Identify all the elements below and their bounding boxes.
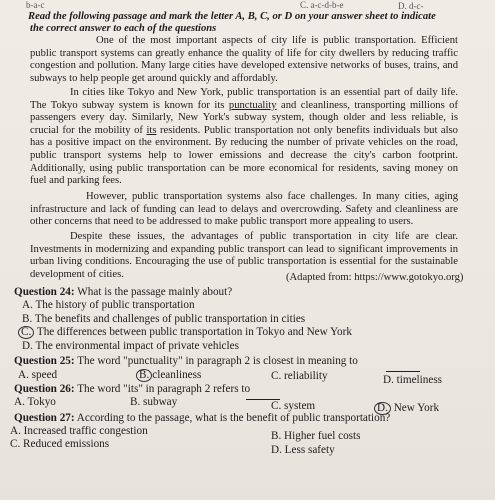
underlined-its: its bbox=[146, 124, 157, 136]
question-25-text: The word "punctuality" in paragraph 2 is closest in meaning to bbox=[74, 355, 358, 367]
question-27 bbox=[14, 412, 390, 424]
instruction-line-2: the correct answer to each of the questions bbox=[30, 23, 217, 34]
paragraph-1-text: One of the most important aspects of city life is public transportation. Efficient public transport systems can greatly enhance the quality of life for city dwellers by reducing traffic congestion and pollution. Many large cities have developed extensive networks of buses, trains, and subways to help people get around quickly and affordably. bbox=[30, 35, 458, 84]
corner-note: b-a-c bbox=[26, 0, 45, 10]
q26-option-b[interactable]: B. subway bbox=[130, 396, 178, 408]
q27-option-a[interactable]: A. Increased traffic congestion bbox=[10, 425, 148, 437]
q26-answer-blank[interactable] bbox=[246, 391, 280, 400]
q24-selected-mark: C. bbox=[18, 326, 34, 339]
q26-option-d-text: New York bbox=[390, 402, 440, 414]
q25-selected-mark: B. bbox=[136, 369, 152, 382]
q26-option-a[interactable]: A. Tokyo bbox=[14, 396, 56, 408]
question-27-text: According to the passage, what is the benefit of public transportation? bbox=[74, 412, 391, 424]
question-27-label: Question 27: bbox=[14, 412, 75, 424]
q24-option-c[interactable] bbox=[18, 326, 352, 339]
q25-option-c[interactable]: C. reliability bbox=[271, 370, 328, 382]
question-24 bbox=[14, 286, 232, 298]
question-26-text: The word "its" in paragraph 2 refers to bbox=[74, 383, 251, 395]
q25-option-b[interactable] bbox=[136, 369, 201, 382]
q25-answer-blank[interactable] bbox=[386, 363, 420, 372]
q24-option-d[interactable]: D. The environmental impact of private vehicles bbox=[22, 340, 239, 352]
passage-paragraph-2 bbox=[30, 87, 458, 188]
prior-answer-c: C. a-c-d-b-e bbox=[300, 0, 344, 10]
prior-answer-d: D. d-c- bbox=[398, 1, 424, 11]
q25-option-a[interactable]: A. speed bbox=[18, 369, 58, 381]
p2-start: In cities like Tokyo and New York, public transportation is an essential part of daily life. The Tokyo subway system is known for its bbox=[30, 87, 458, 111]
passage-paragraph-3 bbox=[30, 191, 458, 229]
paragraph-2-text bbox=[30, 87, 458, 188]
passage-source: (Adapted from: https://www.gotokyo.org) bbox=[286, 272, 464, 283]
q27-option-b[interactable]: B. Higher fuel costs bbox=[271, 430, 361, 442]
q26-selected-mark: D. bbox=[374, 402, 391, 415]
question-26-label: Question 26: bbox=[14, 383, 75, 395]
underlined-punctuality: punctuality bbox=[228, 99, 277, 111]
q24-option-a[interactable]: A. The history of public transportation bbox=[22, 299, 195, 311]
question-26 bbox=[14, 383, 250, 395]
p2-end: residents. Public transportation not only benefits individuals but also has a positive impact on the environment. By reducing the number of private vehicles on the road, public transport systems help to lower emissions and decrease the city's carbon footprint. Additionally, using public transportation can be more economical for residents, saving money on fuel and parking fees. bbox=[30, 124, 458, 187]
paragraph-4-text: Despite these issues, the advantages of public transportation in city life are clear. Investments in modernizing and expanding public transport can lead to significant improvements in urban living conditions. Encouraging the use of public transportation is essential for the sustainable development of cities. bbox=[30, 231, 458, 280]
question-24-text: What is the passage mainly about? bbox=[74, 286, 233, 298]
q27-option-d[interactable]: D. Less safety bbox=[271, 444, 335, 456]
question-25-label: Question 25: bbox=[14, 355, 75, 367]
question-24-label: Question 24: bbox=[14, 286, 75, 298]
paragraph-3-text: However, public transportation systems also face challenges. In many cities, aging infrastructure and lack of funding can lead to delays and overcrowding. Safety and cleanliness are other concerns that need to be addressed to make public transport more appealing to users. bbox=[30, 191, 458, 228]
question-25 bbox=[14, 355, 358, 367]
q26-option-c[interactable]: C. system bbox=[271, 400, 316, 412]
p2-mid: and cleanliness, transporting millions of passengers every day. Similarly, New York's subway system, though older and less reliable, is crucial for the mobility of bbox=[30, 99, 458, 136]
q25-option-d[interactable]: D. timeliness bbox=[383, 374, 443, 386]
q24-option-b[interactable]: B. The benefits and challenges of public transportation in cities bbox=[22, 313, 306, 325]
instruction-line-1: Read the following passage and mark the letter A, B, C, or D on your answer sheet to indicate bbox=[28, 11, 436, 22]
passage-paragraph-1 bbox=[30, 35, 458, 85]
q24-option-c-text: The differences between public transportation in Tokyo and New York bbox=[34, 326, 352, 338]
q25-option-b-text: cleanliness bbox=[152, 369, 202, 381]
q27-option-c[interactable]: C. Reduced emissions bbox=[10, 438, 110, 450]
